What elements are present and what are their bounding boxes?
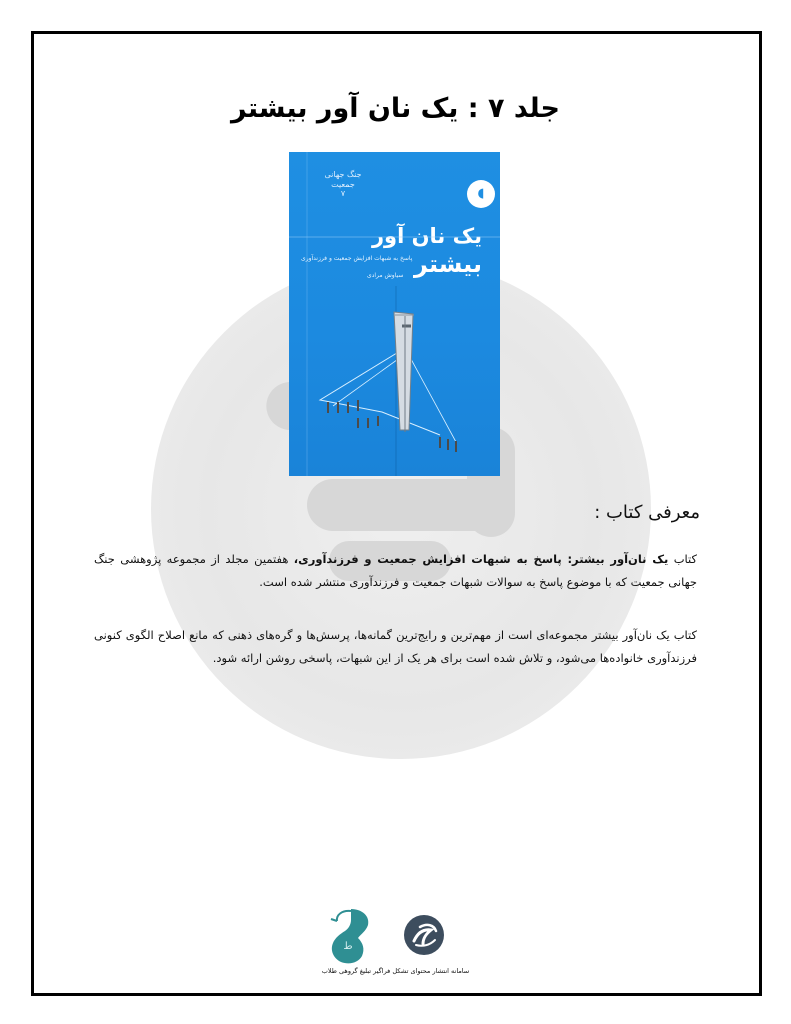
svg-text:ط: ط [343, 941, 353, 952]
peacock-logo-icon [327, 907, 373, 965]
cover-title-line-1: یک نان آور [371, 224, 482, 248]
section-heading: معرفی کتاب : [594, 502, 700, 523]
circle-logo-icon: ◖ [467, 180, 495, 208]
book-cover [289, 152, 500, 476]
intro-paragraph-1-end: هفتمین مجلد از مجموعه پژوهشی جنگ جهانی جمعیت که با موضوع پاسخ به سوالات شبهات جمعیت و فرزندآوری منتشر شده است. [94, 552, 697, 589]
footer-caption: سامانه انتشار محتوای تشکل فراگیر تبلیغ گروهی طلاب [321, 967, 470, 975]
intro-paragraph-2: کتاب یک نان‌آور بیشتر مجموعه‌ای است از مهم‌ترین و رایج‌ترین گمانه‌ها، پرسش‌ها و گره‌های ذهنی که مانع اصلاح الگوی کنونی فرزندآوری خانواده‌ها می‌شود، و تلاش شده است برای هر یک از این شبهات، پاسخی روشن ارائه شود. [94, 628, 697, 665]
clothespin-illustration [289, 152, 500, 476]
cover-title-line-2: بیشتر [414, 250, 482, 278]
book-full-title: یک نان‌آور بیشتر: پاسخ به شبهات افزایش جمعیت و فرزندآوری، [293, 552, 669, 566]
calligraphy-logo-icon [403, 914, 445, 956]
intro-paragraph-1-start: کتاب [668, 552, 698, 566]
cover-subtitle: پاسخ به شبهات افزایش جمعیت و فرزندآوری [301, 255, 413, 262]
intro-paragraph-1 [94, 548, 697, 594]
page-title: جلد ۷ : یک نان آور بیشتر [231, 93, 560, 124]
cover-series-label: جنگ جهانی جمعیت [324, 170, 362, 189]
cover-volume: ۷ [340, 189, 346, 199]
cover-author: سیاوش مرادی [367, 272, 404, 279]
